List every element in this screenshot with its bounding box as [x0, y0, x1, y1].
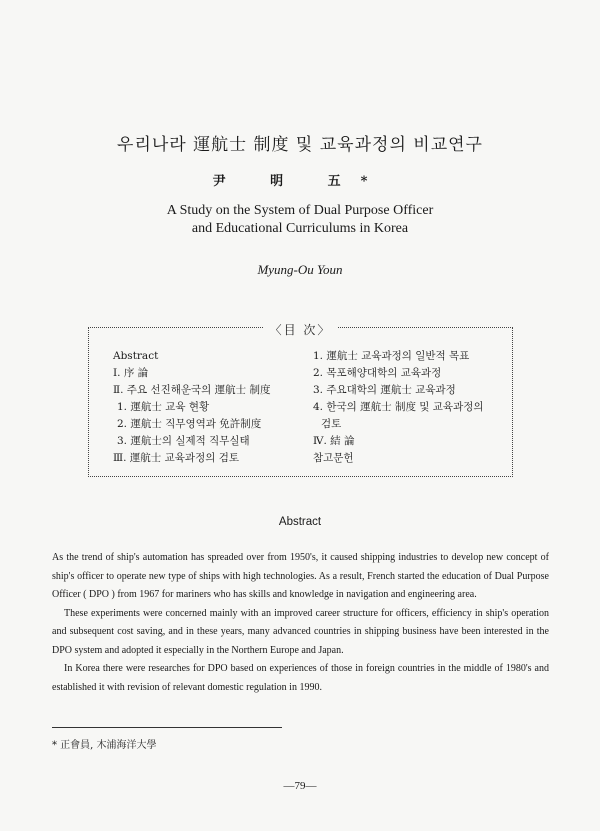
- toc-item: Ⅱ. 주요 선진해운국의 運航士 制度: [113, 384, 271, 396]
- footnote-divider: [52, 727, 282, 728]
- toc-item: 1. 運航士 교육 현황: [117, 401, 210, 413]
- abstract-paragraph: These experiments were concerned mainly with an improved career structure for officers, efficiency in ship's operation and subsequent cost saving, and in these years, many advanced countries in shipping business have been interested in the DPO system and adopted it especially in the Northern Europe and Japan.: [52, 607, 549, 656]
- toc-item: 검토: [321, 418, 342, 430]
- toc-item: 1. 運航士 교육과정의 일반적 목표: [313, 350, 470, 362]
- toc-item: 4. 한국의 運航士 制度 및 교육과정의: [313, 401, 484, 413]
- page-number: —79—: [283, 780, 317, 792]
- toc-item: 3. 주요대학의 運航士 교육과정: [313, 384, 456, 396]
- paper-title-korean: 우리나라 運航士 制度 및 교육과정의 비교연구: [117, 135, 483, 155]
- toc-item: 2. 運航士 직무영역과 免許制度: [117, 418, 262, 430]
- title-en-line-2: and Educational Curriculums in Korea: [191, 221, 409, 236]
- toc-heading: [89, 319, 512, 338]
- toc-item: 2. 목포해양대학의 교육과정: [313, 367, 442, 379]
- toc-heading-label: 〈目 次〉: [264, 323, 338, 337]
- toc-item: Abstract: [113, 350, 159, 362]
- table-of-contents: [88, 323, 513, 477]
- abstract-paragraph: As the trend of ship's automation has spreaded over from 1950's, it caused shipping industries to develop new concept of ship's officer to operate new type of ships with high technologies. As a result, French started the education of Dual Purpose Officer ( DPO ) from 1967 for mariners who has skills and knowledge in navigation and engineering area.: [52, 552, 549, 600]
- toc-item: Ⅲ. 運航士 교육과정의 검토: [113, 452, 239, 464]
- title-en-line-1: A Study on the System of Dual Purpose Officer: [166, 203, 434, 218]
- abstract-body: [52, 549, 549, 697]
- author-english: Myung-Ou Youn: [257, 262, 343, 277]
- footnote: * 正會員, 木浦海洋大學: [52, 740, 157, 751]
- paper-title-english: [0, 202, 600, 238]
- abstract-paragraph: In Korea there were researches for DPO based on experiences of those in foreign countries in the middle of 1980's and established it with revision of relevant domestic regulation in 1990.: [52, 663, 549, 693]
- abstract-heading: Abstract: [278, 516, 322, 528]
- toc-item: 참고문헌: [313, 452, 354, 464]
- toc-item: 3. 運航士의 실제적 직무실태: [117, 435, 250, 447]
- toc-item: Ⅳ. 結 論: [313, 435, 355, 447]
- toc-left-column: [113, 348, 313, 467]
- author-korean: 尹 明 五*: [212, 174, 388, 189]
- toc-right-column: [313, 348, 508, 467]
- toc-item: Ⅰ. 序 論: [113, 367, 149, 379]
